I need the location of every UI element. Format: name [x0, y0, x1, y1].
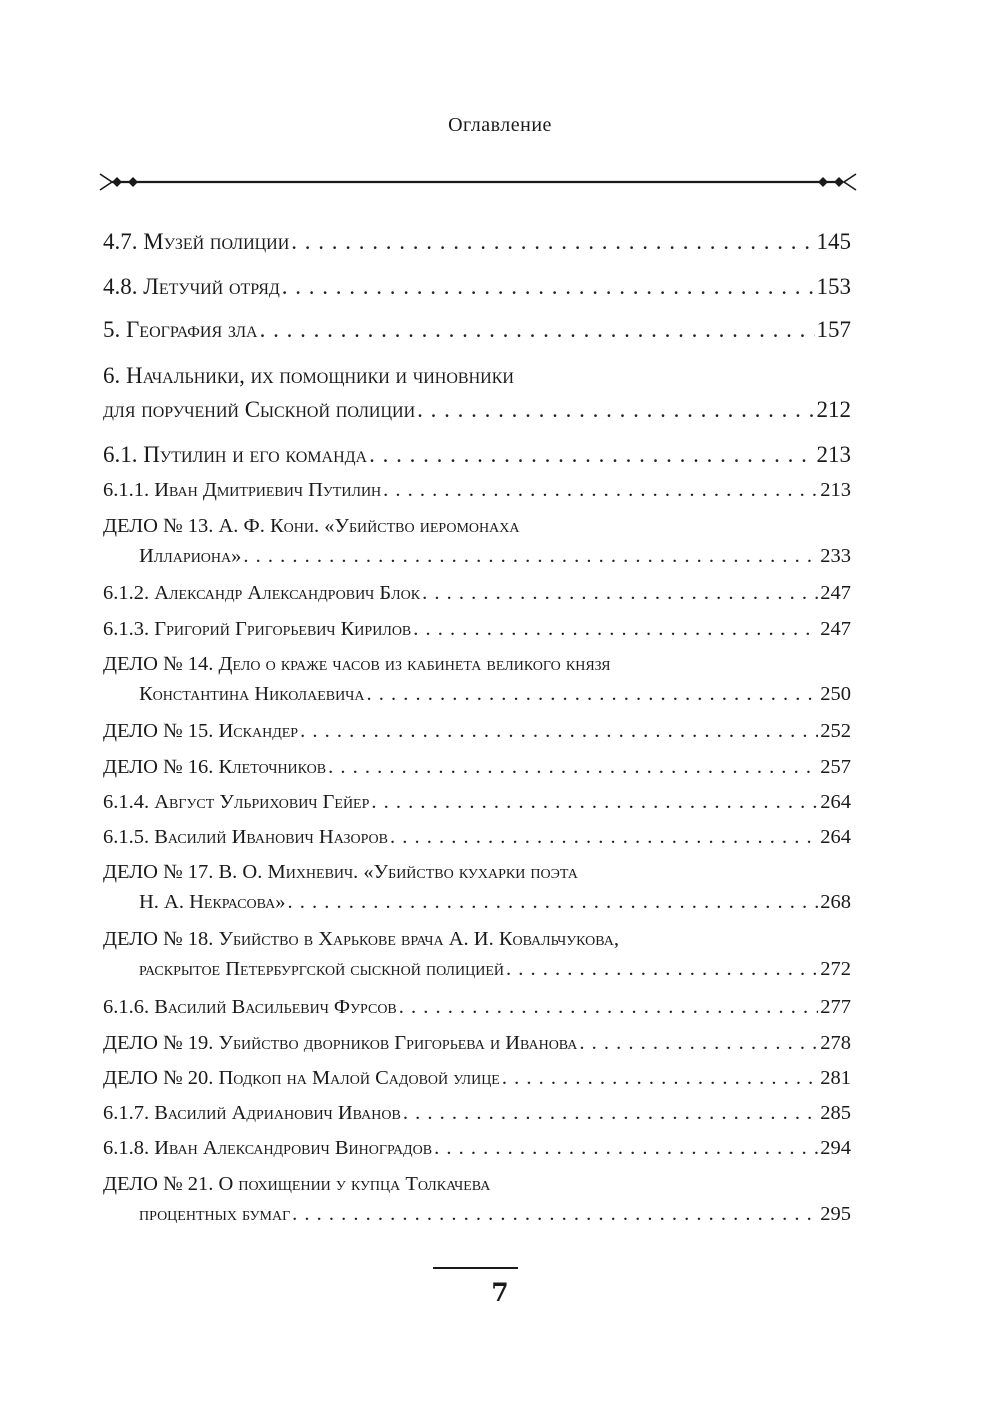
page-number: 7 — [491, 1278, 509, 1307]
toc-entry[interactable] — [103, 822, 851, 852]
dot-leader — [413, 614, 818, 644]
toc-entry[interactable] — [103, 649, 851, 709]
toc-entry-title: ДЕЛО № 13. А. Ф. Кони. «Убийство иеромонаха — [103, 515, 520, 537]
toc-page-number: 285 — [820, 1102, 851, 1124]
toc-page-number: 213 — [816, 442, 851, 467]
toc-entry-title: Иллариона» — [139, 545, 242, 567]
toc-entry-title: 4.7. Музей полиции — [103, 229, 290, 254]
toc-page-number: 264 — [820, 826, 851, 848]
toc-entry[interactable] — [103, 1098, 851, 1128]
toc-page-number: 233 — [820, 545, 851, 567]
toc-entry-title: ДЕЛО № 17. В. О. Михневич. «Убийство кухарки поэта — [103, 861, 578, 883]
dot-leader — [502, 1063, 818, 1093]
toc-entry-title: 6.1.6. Василий Васильевич Фурсов — [103, 996, 397, 1018]
page-title: Оглавление — [448, 114, 552, 136]
toc-page-number: 264 — [820, 791, 851, 813]
dot-leader — [371, 787, 818, 817]
dot-leader — [506, 954, 818, 984]
toc-page-number: 295 — [820, 1203, 851, 1225]
toc-entry-title: ДЕЛО № 16. Клеточников — [103, 756, 327, 778]
toc-entry-title: Константина Николаевича — [139, 683, 365, 705]
toc-page-number: 252 — [820, 720, 851, 742]
toc-page-number: 157 — [816, 317, 851, 342]
toc-entry-title: ДЕЛО № 14. Дело о краже часов из кабинета великого князя — [103, 653, 611, 675]
toc-entry-title: 6.1.7. Василий Адрианович Иванов — [103, 1102, 401, 1124]
toc-entry-title: раскрытое Петербургской сыскной полицией — [139, 958, 504, 980]
dot-leader — [383, 475, 818, 505]
toc-entry-title: ДЕЛО № 18. Убийство в Харькове врача А. И. Ковальчукова, — [103, 928, 619, 950]
toc-entry-title: 6.1.4. Август Ульрихович Гейер — [103, 791, 370, 813]
toc-entry-title: Н. А. Некрасова» — [139, 891, 286, 913]
dot-leader — [434, 1133, 818, 1163]
toc-entry-title: ДЕЛО № 20. Подкоп на Малой Садовой улице — [103, 1067, 500, 1089]
toc-entry-title: 6. Начальники, их помощники и чиновники — [103, 363, 514, 388]
toc-page-number: 153 — [816, 274, 851, 299]
toc-entry-title: 6.1.3. Григорий Григорьевич Кирилов — [103, 618, 412, 640]
toc-entry-title: 6.1. Путилин и его команда — [103, 442, 368, 467]
toc-page-number: 247 — [820, 618, 851, 640]
dot-leader — [243, 541, 818, 571]
dot-leader — [260, 313, 815, 347]
toc-entry[interactable] — [103, 1028, 851, 1058]
toc-entry-title: ДЕЛО № 21. О похищении у купца Толкачева — [103, 1173, 491, 1195]
toc-entry[interactable] — [103, 992, 851, 1022]
dot-leader — [328, 752, 818, 782]
ornament-divider-icon — [98, 170, 858, 194]
toc-entry[interactable] — [103, 359, 851, 427]
toc-entry-title: для поручений Сыскной полиции — [103, 397, 416, 422]
page-number-rule — [433, 1267, 518, 1269]
toc-entry[interactable] — [103, 511, 851, 571]
dot-leader — [292, 1199, 818, 1229]
dot-leader — [390, 822, 818, 852]
toc-entry[interactable] — [103, 716, 851, 746]
toc-entry[interactable] — [103, 787, 851, 817]
toc-entry-title: ДЕЛО № 15. Искандер — [103, 720, 299, 742]
toc-entry[interactable] — [103, 438, 851, 472]
toc-entry[interactable] — [103, 614, 851, 644]
toc-page-number: 277 — [820, 996, 851, 1018]
toc-page-number: 247 — [820, 582, 851, 604]
toc-page-number: 278 — [820, 1032, 851, 1054]
toc-entry[interactable] — [103, 1169, 851, 1229]
toc-entry[interactable] — [103, 475, 851, 505]
toc-page-number: 212 — [816, 397, 851, 422]
toc-entry-title: 6.1.1. Иван Дмитриевич Путилин — [103, 479, 382, 501]
toc-entry[interactable] — [103, 857, 851, 917]
toc-entry[interactable] — [103, 1133, 851, 1163]
toc-page-number: 268 — [820, 891, 851, 913]
toc-entry-title: 6.1.8. Иван Александрович Виноградов — [103, 1137, 433, 1159]
toc-entry[interactable] — [103, 1063, 851, 1093]
dot-leader — [369, 438, 814, 472]
toc-entry[interactable] — [103, 225, 851, 259]
dot-leader — [287, 887, 818, 917]
dot-leader — [291, 225, 814, 259]
dot-leader — [282, 270, 815, 304]
toc-entry-title: 6.1.2. Александр Александрович Блок — [103, 582, 421, 604]
toc-page-number: 250 — [820, 683, 851, 705]
dot-leader — [579, 1028, 818, 1058]
toc-page-number: 145 — [816, 229, 851, 254]
toc-page-number: 272 — [820, 958, 851, 980]
dot-leader — [422, 578, 818, 608]
toc-page-number: 294 — [820, 1137, 851, 1159]
toc-entry[interactable] — [103, 752, 851, 782]
toc-page-number: 257 — [820, 756, 851, 778]
dot-leader — [417, 393, 814, 427]
toc-entry[interactable] — [103, 270, 851, 304]
toc-entry-title: 6.1.5. Василий Иванович Назоров — [103, 826, 388, 848]
dot-leader — [300, 716, 818, 746]
toc-page-number: 281 — [820, 1067, 851, 1089]
dot-leader — [399, 992, 818, 1022]
dot-leader — [403, 1098, 818, 1128]
toc-page-number: 213 — [820, 479, 851, 501]
toc-entry-title: ДЕЛО № 19. Убийство дворников Григорьева и Иванова — [103, 1032, 578, 1054]
dot-leader — [366, 679, 818, 709]
toc-entry[interactable] — [103, 924, 851, 984]
toc-entry-title: процентных бумаг — [139, 1203, 291, 1225]
toc-entry[interactable] — [103, 578, 851, 608]
toc-entry-title: 5. География зла — [103, 317, 258, 342]
toc-entry-title: 4.8. Летучий отряд — [103, 274, 280, 299]
toc-entry[interactable] — [103, 313, 851, 347]
